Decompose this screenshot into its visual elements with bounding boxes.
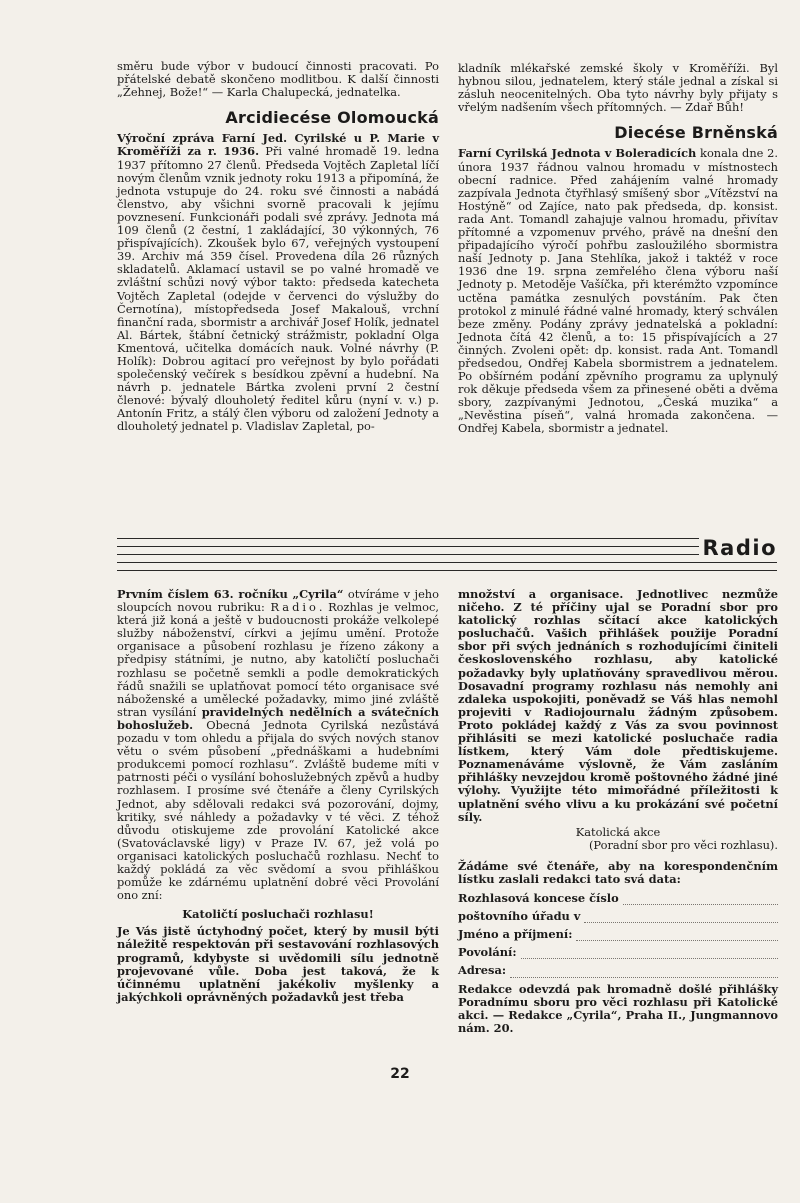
- form-label: Povolání:: [458, 945, 517, 960]
- radio-intro-lead: Prvním číslem 63. ročníku „Cyrila“: [117, 587, 344, 601]
- form-blank-line: [510, 967, 778, 978]
- column-top-left: [117, 60, 439, 434]
- kromeriz-report-continuation: kladník mlékařské zemské školy v Kroměříži. Byl hybnou silou, jednatelem, který stále jednal a získal si zásluh neocenitelných. Oba tyto návrhy byly přijaty s vřelým nadšením všech přítomných. — Zdař Bůh!: [458, 61, 778, 115]
- radio-intro-text: Obecná Jednota Cyrilská nezůstává pozadu v tom ohledu a přijala do svých nových stanov větu o svém působení „přednáškami a hudebními produkcemi pomocí rozhlasu“. Zvláště budeme míti v patrnosti péči o vysílání bohoslužebných zpěvů a hudby rozhlasem. I prosíme své čtenáře a členy Cyrilských Jednot, aby sdělovali redakci svá pozorování, dojmy, kritiky, své náhledy a požadavky v té věci. Z téhož důvodu otiskujeme zde provolání Katolické akce (Svatováclavské ligy) v Praze IV. 67, jež volá po organisaci katolických posluchačů rozhlasu. Nechť to každý pokládá za věc svědomí a svou přihláškou pomůže ke zdárnému uplatnění dobré věci Provolání ono zní:: [117, 717, 439, 903]
- section-heading-brno: Diecése Brněnská: [614, 123, 778, 143]
- kromeriz-report: [117, 132, 439, 433]
- form-row-license: [458, 892, 778, 905]
- appeal-heading: Katoličtí posluchači rozhlasu!: [182, 907, 374, 922]
- header-rule: [117, 546, 777, 547]
- rubric-word: Radio: [270, 600, 319, 615]
- appeal-text-part2: množství a organisace. Jednotlivec nezmůže ničeho. Z té příčiny ujal se Poradní sbor pro katolický rozhlas sčítací akce katolických posluchačů. Vašich přihlášek použije Poradní sbor při svých jednáních s rozhodujícími činiteli československého rozhlasu, aby katolické požadavky byly uplatňovány spravedlivou měrou. Dosavadní programy rozhlasu nás nemohly ani zdaleka uspokojiti, poněvadž se Váš hlas nemohl projeviti v Radiojournalu žádným způsobem. Proto pokládej každý z Vás za svou povinnost přihlásiti se mezi katolické posluchače radia lístkem, který Vám dole předtiskujeme. Poznamenáváme výslovně, že Vám zasláním přihlášky nevzejdou kromě poštovného žádné jiné výlohy. Využijte této mimořádné příležitosti k uplatnění svého vlivu a ku prokázání své početní síly.: [458, 587, 778, 824]
- appeal-signature-body: (Poradní sbor pro věci rozhlasu).: [588, 837, 778, 852]
- column-top-right: [458, 62, 778, 436]
- radio-intro: [117, 588, 439, 902]
- form-row-occupation: [458, 946, 778, 959]
- form-row-post-office: [458, 910, 778, 923]
- data-request: Žádáme své čtenáře, aby na korespondenčním lístku zaslali redakci tato svá data:: [458, 858, 778, 886]
- form-blank-line: [584, 912, 778, 923]
- kromeriz-report-body: Při valné hromadě 19. ledna 1937 přítomno 27 členů. Předseda Vojtěch Zapletal líčí novým členům vznik jednoty roku 1913 a připomíná, že jednota vstupuje do 24. roku své činnosti a nabádá členstvo, aby všichni svorně pracovali k jejímu povznesení. Funkcionáři podali své zprávy. Jednota má 109 členů (2 čestní, 1 zakládající, 30 výkonných, 76 přispívajících). Zkoušek bylo 67, veřejných vystoupení 39. Archiv má 359 čísel. Provedena díla 26 různých skladatelů. Aklamací ustavil se po valné hromadě ve zvláštní schůzi nový výbor takto: předseda katecheta Vojtěch Zapletal (odejde v červenci do výslužby do Černotína), místopředseda Josef Makalouš, vrchní finanční rada, sbormistr a archivář Josef Holík, jednatel Al. Bártek, štábní četnický strážmistr, pokladní Olga Kmentová, učitelka domácích nauk. Volné návrhy (P. Holík): Dobrou agitací pro veřejnost by bylo pořádati společenský večírek s besídkou zpěvní a hudební. Na návrh p. jednatele Bártka zvoleni první 2 čestní členové: bývalý dlouholetý ředitel kůru (nyní v. v.) p. Antonín Fritz, a stálý člen výboru od založení Jednoty a dlouholetý jednatel p. Vladislav Zapletal, po-: [117, 144, 439, 434]
- header-rule: [117, 538, 777, 539]
- form-blank-line: [576, 930, 778, 941]
- form-blank-line: [521, 948, 778, 959]
- appeal-signature-org: Katolická akce: [575, 824, 661, 839]
- radio-section-title: Radio: [699, 536, 778, 560]
- column-bottom-right: [458, 588, 778, 1035]
- boleradice-report-lead: Farní Cyrilská Jednota v Boleradicích: [458, 146, 697, 161]
- radio-intro-text: otvíráme v jeho sloupcích novou rubriku:: [117, 587, 440, 615]
- appeal-text-part1: Je Vás jistě úctyhodný počet, který by musil býti náležitě respektován při sestavování rozhlasových programů, kdybyste si uvědomili sílu jednotně projevované vůle. Doba jest taková, že k účinnému uplatnění jakékoliv myšlenky a jakýchkoli oprávněných požadavků jest třeba: [117, 924, 439, 1004]
- page-number: 22: [390, 1066, 410, 1082]
- form-label: Adresa:: [458, 963, 507, 978]
- radio-intro-text: . Rozhlas je velmoc, která již koná a ještě v budoucnosti prokáže velkolepé služby náboženství, církvi a jejímu umění. Protože organisace a působení rozhlasu je řízeno zákony a předpisy státními, je nutno, aby katoličtí posluchači rozhlasu se početně semkli a podle demokratických řádů snažili se uplatňovat pomocí této organisace své náboženské a umělecké požadavky, mimo jiné zvláště stran vysílání: [117, 600, 439, 719]
- section-heading-olomouc: Arcidiecése Olomoucká: [225, 108, 439, 128]
- previous-report-ending: směru bude výbor v budoucí činnosti pracovati. Po přátelské debatě skončeno modlitbou. K další činnosti „Žehnej, Bože!“ — Karla Chalupecká, jednatelka.: [117, 59, 439, 100]
- header-rule: [117, 554, 777, 555]
- header-rule: [117, 570, 777, 571]
- closing-note: Redakce odevzdá pak hromadně došlé přihlášky Poradnímu sboru pro věci rozhlasu při Katolické akci. — Redakce „Cyrila“, Praha II., Jungmannovo nám. 20.: [458, 981, 778, 1035]
- header-rule: [117, 562, 777, 563]
- form-row-name: [458, 928, 778, 941]
- radio-section-header: [117, 534, 777, 580]
- kromeriz-report-lead: Výroční zpráva Farní Jed. Cyrilské u P. Marie v Kroměříži za r. 1936.: [117, 131, 439, 159]
- form-label: Rozhlasová koncese číslo: [458, 891, 619, 906]
- form-label: poštovního úřadu v: [458, 909, 581, 924]
- form-blank-line: [623, 894, 778, 905]
- column-bottom-left: [117, 588, 439, 1004]
- form-label: Jméno a příjmení:: [458, 927, 573, 942]
- registration-form: [458, 892, 778, 977]
- radio-intro-emphasis: pravidelných nedělních a svátečních bohoslužeb.: [117, 704, 439, 732]
- form-row-address: [458, 964, 778, 977]
- boleradice-report: [458, 147, 778, 435]
- boleradice-report-body: konala dne 2. února 1937 řádnou valnou hromadu v místnostech obecní radnice. Před zahájením valné hromady zazpívala Jednota čtyřhlasý smíšený sbor „Vítězství na Hostýně“ od Zajíce, nato pak předseda, dp. konsist. rada Ant. Tomandl zahajuje valnou hromadu, přivítav přítomné a vzpomenuv prvého, právě na dnešní den připadajícího výročí pohřbu zasloužilého sbormistra naší Jednoty p. Jana Stehlíka, jakož i taktéž v roce 1936 dne 19. srpna zemřelého člena výboru naší Jednoty p. Metoděje Vašíčka, při kterémžto vzpomínce uctěna památka zesnulých povstáním. Pak čten protokol z minulé řádné valné hromady, který schválen beze změny. Podány zprávy jednatelská a pokladní: Jednota čítá 42 členů, a to: 15 přispívajících a 27 činných. Zvoleni opět: dp. konsist. rada Ant. Tomandl předsedou, Ondřej Kabela sbormistrem a jednatelem. Po obšírném podání zpěvního programu za uplynulý rok děkuje předseda všem za přinesené oběti a dvěma sbory, zazpívanými Jednotou, „Česká muzika“ a „Nevěstina píseň“, valná hromada zakončena. — Ondřej Kabela, sbormistr a jednatel.: [458, 146, 778, 436]
